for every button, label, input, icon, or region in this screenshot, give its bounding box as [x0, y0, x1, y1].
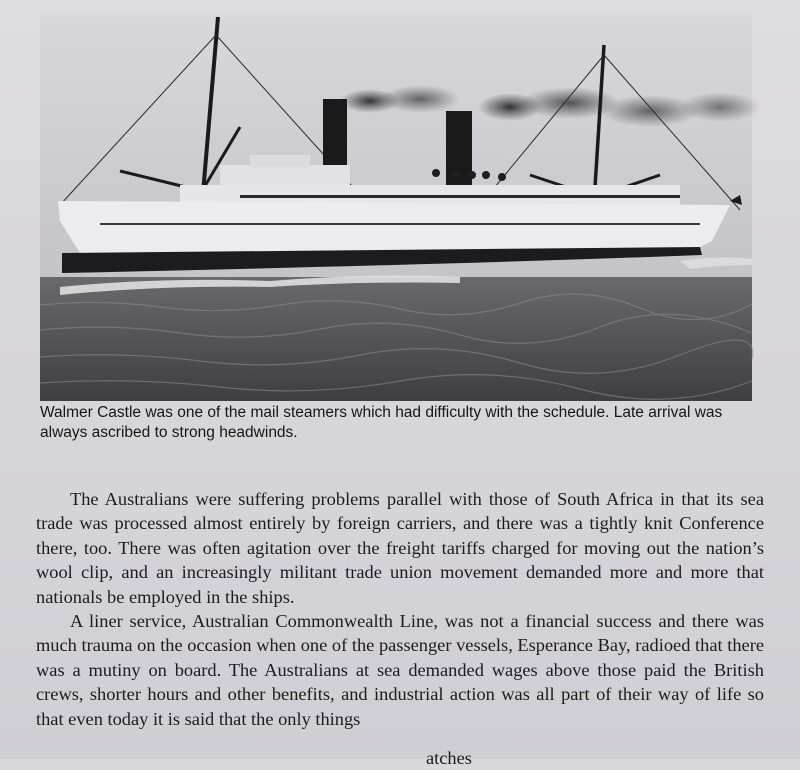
body-text [36, 487, 764, 731]
paragraph-2: A liner service, Australian Commonwealth Line, was not a financial success and there was much trauma on the occasion when one of the passenger vessels, Esperance Bay, radioed that there was a mutiny on board. The Australians at sea demanded wages above those paid the British crews, shorter hours and other benefits, and industrial action was all part of their way of life so that even today it is said that the only things [36, 611, 764, 729]
cut-off-text: atches [426, 748, 472, 768]
paragraph-1: The Australians were suffering problems parallel with those of South Africa in that its sea trade was processed almost entirely by foreign carriers, and there was a tightly knit Conference there, too. There was often agitation over the freight tariffs charged for moving out the nation’s wool clip, and an increasingly militant trade union movement demanded more and more that nationals be employed in the ships. [36, 489, 764, 607]
photo-caption: Walmer Castle was one of the mail steamers which had difficulty with the schedule. Late arrival was always ascribed to strong headwinds. [40, 404, 723, 441]
ship-photo [40, 15, 752, 401]
cut-off-line [36, 746, 472, 768]
steamship-illustration [40, 15, 752, 401]
